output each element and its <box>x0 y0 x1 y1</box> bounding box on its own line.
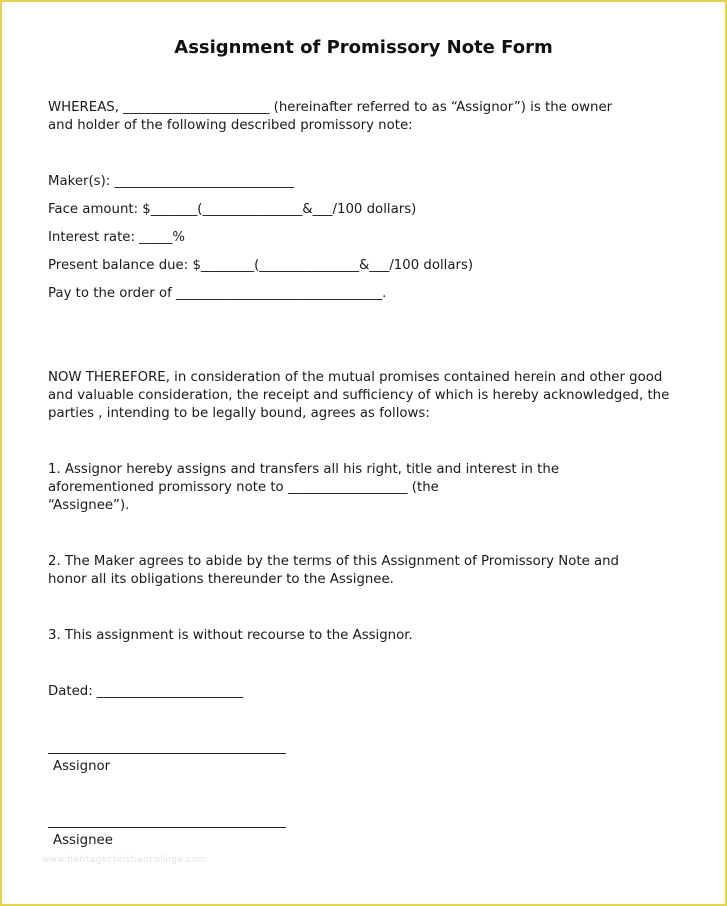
pay-to-order-field: Pay to the order of _______________________________. <box>48 286 387 301</box>
clause-2-line-2: honor all its obligations thereunder to the Assignee. <box>48 572 394 587</box>
whereas-line-2: and holder of the following described promissory note: <box>48 118 413 133</box>
clause-1-line-3: “Assignee”). <box>48 498 130 513</box>
clause-2-line-1: 2. The Maker agrees to abide by the terms of this Assignment of Promissory Note and <box>48 554 619 569</box>
therefore-line-2: and valuable consideration, the receipt and sufficiency of which is hereby acknowledged, the <box>48 388 670 403</box>
therefore-line-3: parties , intending to be legally bound, agrees as follows: <box>48 406 430 421</box>
clause-3: 3. This assignment is without recourse to the Assignor. <box>48 628 413 643</box>
face-amount-field: Face amount: $_______(_______________&___/100 dollars) <box>48 202 417 217</box>
whereas-line-1: WHEREAS, ______________________ (hereinafter referred to as “Assignor”) is the owner <box>48 100 613 115</box>
present-balance-field: Present balance due: $________(_______________&___/100 dollars) <box>48 258 474 273</box>
clause-1-line-2: aforementioned promissory note to __________________ (the <box>48 480 439 495</box>
assignee-signature-line <box>48 827 286 828</box>
dated-field: Dated: ______________________ <box>48 684 244 699</box>
therefore-line-1: NOW THEREFORE, in consideration of the mutual promises contained herein and other good <box>48 370 663 385</box>
clause-1-line-1: 1. Assignor hereby assigns and transfers all his right, title and interest in the <box>48 462 559 477</box>
watermark: www.heritagechristiancollege.com <box>42 855 207 865</box>
document-title: Assignment of Promissory Note Form <box>174 37 553 58</box>
assignee-label: Assignee <box>53 833 113 848</box>
interest-rate-field: Interest rate: _____% <box>48 230 186 245</box>
makers-field: Maker(s): ___________________________ <box>48 174 295 189</box>
assignor-signature-line <box>48 753 286 754</box>
assignor-label: Assignor <box>53 759 111 774</box>
